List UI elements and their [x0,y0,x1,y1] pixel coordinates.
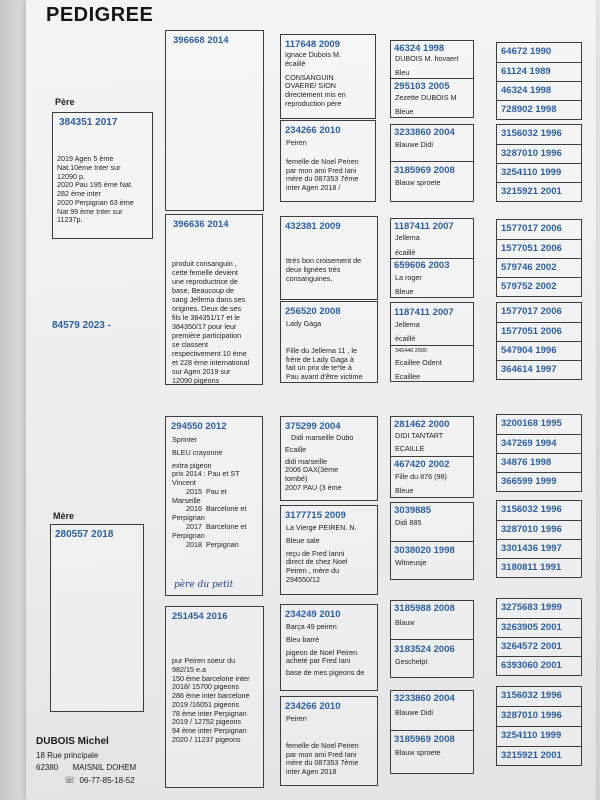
remark-line: 982/15 e.a [172,664,206,674]
note-line: La roger [395,273,422,282]
grandparent-remarks [172,436,264,549]
ring-number: 3233860 2004 [394,693,455,704]
note-line: Peiren [286,138,307,147]
note-line: Barça 49 peiren [286,622,337,631]
owner-postcode: 62380 [36,762,59,772]
grandparent-ring: 396668 2014 [173,35,229,46]
note-line: femelle de Noel Peiren [286,740,359,750]
remark-line: Nat 99 ème Inter sur [57,206,123,216]
note-line: deux lignées très [286,264,341,274]
note-line: Bleue [395,287,414,296]
subject-ring: 84579 2023 - [52,320,111,331]
ring-number: 117648 2009 [285,39,340,50]
note-line: Didi marseille Dubo [291,433,354,442]
ring-number[interactable]: 579752 2002 [501,281,557,292]
remark-line: 11237p. [57,215,83,225]
ring-number[interactable]: 46324 1998 [501,85,552,96]
remark-line: 12090 p. [57,171,85,181]
phone-icon: ☏ [64,775,76,786]
ancestor-card[interactable] [390,124,474,202]
note-line: Bleue sale [286,535,320,545]
ring-number[interactable]: 3287010 1996 [501,148,562,159]
note-line: ttrès bon croisement de [286,256,362,265]
remark-line: se classent [172,340,208,349]
note-line: par mon ami Fred Iani [286,749,357,759]
note-line: Bleue [395,107,414,116]
note-line: mère du 087353 7ème [286,174,359,184]
remark-line: Perpignan [172,513,205,523]
note-line: frère de Lady Gaga à [286,354,354,364]
ring-number[interactable]: 3156032 1996 [501,128,562,139]
note-line: Didi 885 [395,518,422,527]
note-line: Ecaillee [395,372,421,381]
owner-phone-line [64,774,136,788]
great-grandparent-card[interactable] [280,120,376,202]
remark-line: fils le 384351/17 et le [172,313,240,322]
ancestor-group [496,42,582,120]
remark-line: une reproductrice de [172,277,238,286]
note-line: Bleu [395,68,410,77]
note-line: reçu de Fred Ianni [286,548,345,558]
great-grandparent-card[interactable] [280,696,378,786]
ring-number: 3233860 2004 [394,127,455,138]
ring-number: 234266 2010 [285,125,341,136]
note-line: Blauw sproete [395,178,441,187]
grandparent-ring: 396636 2014 [173,219,229,230]
ring-number[interactable]: 61124 1989 [501,66,551,77]
ring-number[interactable]: 3287010 1996 [501,524,562,535]
ring-number[interactable]: 3215921 2001 [501,750,562,761]
remark-line: pur Peiren soeur du [172,656,236,665]
note-line: OVAERE/ SION [285,81,336,91]
card-notes [286,320,378,382]
ancestor-card[interactable] [390,690,474,774]
ring-number: 3038020 1998 [394,545,455,556]
note-line: La Vierge PEIREN. N. [286,523,357,532]
ancestor-card[interactable] [390,600,474,678]
note-line: Blauw [395,618,415,627]
ring-number: 46324 1998 [394,43,445,54]
note-line: Fille du Jellema 11 , le [286,345,357,355]
note-line: Lady Gaga [286,319,322,328]
ring-number: 1187411 2007 [394,307,454,318]
page-title: PEDIGREE [46,4,154,26]
remark-line: respectivement 10 ème [172,349,247,358]
ring-number[interactable]: 3254110 1999 [501,167,562,178]
ring-number[interactable]: 34876 1998 [501,457,552,468]
note-line: ECAILLE [395,444,425,453]
ring-number: 234249 2010 [285,609,341,620]
card-notes [285,51,377,109]
sire-card[interactable] [52,112,153,239]
note-line: Geschelpt [395,657,428,666]
ancestor-group [496,500,582,578]
note-line: Witneusje [395,558,427,567]
note-line: base de mes pigeons de [286,668,365,678]
great-grandparent-card[interactable] [280,416,378,501]
ring-number: 467420 2002 [394,459,450,470]
note-line: par mon ami Fred Iani [286,165,357,175]
grandparent-ring: 294550 2012 [171,421,227,432]
ancestor-card[interactable] [390,40,474,118]
note-line: écaillé [395,248,416,257]
ring-number[interactable]: 3156032 1996 [501,504,562,515]
note-line: Jellema [395,233,420,242]
sire-remarks [57,155,153,225]
ring-number[interactable]: 6393060 2001 [501,660,562,671]
note-line: Peiren [286,714,307,723]
great-grandparent-card[interactable] [280,505,378,595]
owner-city: MAISNIL DOHEM [72,762,137,772]
card-notes [286,715,378,777]
note-line: pigeon de Noel Peiren [286,647,358,657]
ring-number: 1187411 2007 [394,221,454,232]
ancestor-group [496,598,582,676]
remark-line: 286 ème inter barcelone [172,691,250,701]
remark-line: 2018/ 15700 pigeons [172,682,240,692]
ring-number: 3185969 2008 [394,734,455,745]
ring-number: 375299 2004 [285,421,341,432]
note-line: Ecaillee Odent [395,358,442,367]
remark-line: 2015 Pau et [172,486,227,496]
great-grandparent-card[interactable] [280,301,378,383]
remark-line: cette femelle devient [172,268,238,277]
handwritten-note: père du petit [174,580,234,590]
ring-number: 659606 2003 [394,260,450,271]
card-notes [285,433,379,493]
ring-number: 3177715 2009 [285,510,346,521]
ring-number[interactable]: 1577017 2006 [501,223,562,234]
grandparent-remarks [172,657,266,745]
ring-number[interactable]: 3200168 1995 [501,418,562,429]
note-line: Ecaille [285,444,307,454]
note-line: Blauwe Didi [395,140,433,149]
grandparent-ring: 251454 2016 [172,611,228,622]
ring-number[interactable]: 3275683 1999 [501,602,562,613]
remark-line: 78 ème inter Perpignan [172,708,247,718]
ring-number[interactable]: 1577051 2006 [501,243,562,254]
note-line: Zezette DUBOIS M [395,93,457,102]
remark-line: origines. Deux de ses [172,304,242,313]
ring-number[interactable]: 3287010 1996 [501,710,562,721]
ring-number: 234266 2010 [285,701,341,712]
owner-street: 18 Rue principale [36,750,99,760]
note-line: acheté par Fred Iani [286,656,351,666]
note-line: Peiren , mère du [286,566,340,576]
ring-number[interactable]: 3301436 1997 [501,543,562,554]
remark-line: 2019 / 12752 pigeons [172,717,242,727]
ancestor-group [496,302,582,380]
note-line: Pau avant d'être victime [286,372,363,382]
note-line: reproduction père [285,98,342,108]
grandparent-card[interactable] [165,606,264,788]
great-grandparent-card[interactable] [280,34,376,119]
grandparent-card[interactable] [165,416,263,596]
ring-number[interactable]: 64672 1990 [501,46,552,57]
ring-number[interactable]: 347269 1994 [501,438,557,449]
ring-number[interactable]: 3254110 1999 [501,730,562,741]
ring-number: 3039885 [394,505,431,516]
great-grandparent-card[interactable] [280,604,378,691]
ancestor-card[interactable] [390,502,474,580]
dam-card[interactable] [50,524,144,712]
note-line: 2007 PAU (3 ème [285,482,342,492]
note-line: CONSANGUIN [285,72,334,82]
ring-number[interactable]: 1577017 2006 [501,306,562,317]
note-line: consanguines, [286,273,333,283]
remark-line: 384350/17 pour leur [172,322,237,331]
ring-number[interactable]: 364614 1997 [501,364,557,375]
remark-line: prix 2014 : Pau et ST [172,469,240,479]
remark-line: Sprinter [172,435,198,444]
note-line: Ignace Dubois M. [285,50,341,59]
grandparent-card[interactable] [165,214,263,385]
dam-ring: 280557 2018 [55,529,114,540]
remark-line: 2020 Perpignan 63 ème [57,197,134,207]
remark-line: 94 ème inter Perpignan [172,726,247,736]
ancestor-group [496,219,582,297]
note-line: 345446 2000 [395,348,428,354]
remark-line: 2018 Perpignan [172,539,239,549]
ring-number: 3185969 2008 [394,165,455,176]
note-line: Bleu barré [286,634,320,644]
ring-number[interactable]: 3264572 2001 [501,641,562,652]
ring-number: 295103 2005 [394,81,450,92]
ring-number: 3185988 2008 [394,603,455,614]
ancestor-group [496,124,582,202]
note-line: 2006 DAX(3ème [285,465,339,475]
remark-line: extra pigeon [172,460,212,470]
ancestor-card[interactable] [390,302,474,382]
sire-ring: 384351 2017 [59,117,118,128]
note-line: Jellema [395,320,420,329]
remark-line: Vincent [172,478,196,488]
remark-line: 2020 / 11237 pigeons [172,735,241,745]
note-line: didi marseille [285,456,327,466]
ring-number[interactable]: 579746 2002 [501,262,557,273]
note-line: tombé) [285,474,308,484]
ancestor-group [496,414,582,492]
owner-info [36,734,136,788]
remark-line: 2019 Agen 5 ème [57,154,114,163]
ancestor-card[interactable] [390,218,474,298]
note-line: Bleue [395,486,414,495]
note-line: directement mis en [285,90,346,100]
ring-number: 281462 2000 [394,419,450,430]
card-notes [286,257,378,283]
grandparent-remarks [172,259,264,385]
remark-line: Nat.10ème Inter sur [57,162,121,172]
grandparent-card[interactable] [165,30,264,211]
owner-name: DUBOIS Michel [36,736,109,747]
note-line: écaillé [395,334,416,343]
ring-number[interactable]: 366599 1999 [501,476,557,487]
card-notes [286,139,376,193]
remark-line: 2020 Pau 195 ème Nat. [57,180,133,190]
ancestor-card[interactable] [390,416,474,498]
ring-number: 3183524 2006 [394,644,455,655]
remark-line: 2017 Barcelone et [172,522,247,532]
sire-label: Père [55,97,75,107]
note-line: DIDI TANTART [395,431,444,440]
remark-line: Perpignan [172,530,205,540]
ring-number[interactable]: 728902 1998 [501,104,557,115]
remark-line: BLEU crayonne [172,447,223,457]
ring-number[interactable]: 3215921 2001 [501,186,562,197]
note-line: femelle de Noel Peiren [286,156,359,166]
remark-line: et 228 ème international [172,358,250,367]
remark-line: première participation [172,331,242,340]
ring-number[interactable]: 3263905 2001 [501,622,562,633]
ring-number: 256520 2008 [285,306,341,317]
ring-number[interactable]: 1577051 2006 [501,326,562,337]
owner-phone: 06-77-85-18-52 [79,776,135,786]
ancestor-group [496,686,582,766]
dam-label: Mère [53,511,75,521]
note-line: 294550/12 [286,574,320,584]
note-line: inter Agen 2018 / [286,183,341,193]
ring-number[interactable]: 3180811 1991 [501,562,562,573]
note-line: fait un prix de te*te à [286,363,352,373]
remark-line: produit consanguin , [172,259,237,268]
remark-line: 150 ème barcelone inter [172,673,250,683]
ring-number: 432381 2009 [285,221,341,232]
ring-number[interactable]: 547904 1996 [501,345,557,356]
note-line: Blauw sproete [395,748,441,757]
note-line: mère du 087353 7ème [286,758,359,768]
note-line: direct de chez Noel [286,557,348,567]
note-line: Blauwe Didi [395,708,433,717]
card-notes [286,623,378,678]
note-line: DUBOIS M. hovaert [395,54,459,63]
remark-line: sur Agen 2019 sur [172,367,231,376]
remark-line: base, Beaucoup de [172,286,234,295]
note-line: écaillé [285,58,306,68]
remark-line: Marseille [172,495,201,505]
remark-line: 12090 pigeons [172,376,220,385]
remark-line: 2019 /16051 pigeons [172,699,240,709]
owner-city-line [36,762,136,774]
remark-line: 282 ème inter [57,189,101,199]
note-line: Fille du 876 (98) [395,472,447,481]
great-grandparent-card[interactable] [280,216,378,300]
remark-line: 2016 Barcelone et [172,504,247,514]
remark-line: sang Jellema dans ses [172,295,246,304]
note-line: inter Agen 2018 [286,767,337,777]
ring-number[interactable]: 3156032 1996 [501,690,562,701]
card-notes [286,524,378,585]
